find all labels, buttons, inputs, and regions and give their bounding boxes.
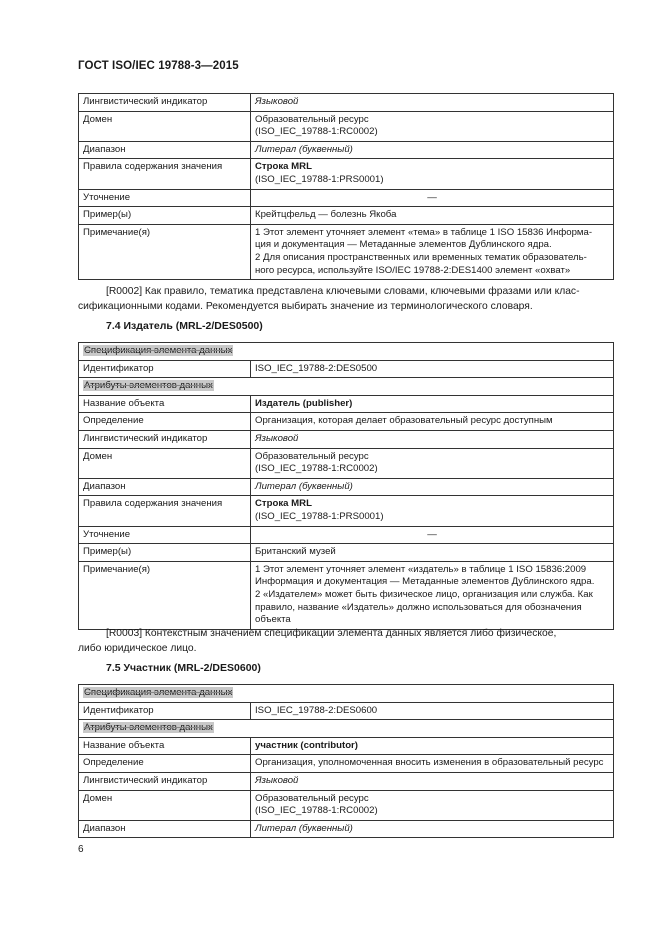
table-row [79, 544, 614, 562]
cell-value-line: (ISO_IEC_19788-1:RC0002) [255, 805, 378, 817]
section-header-cell [79, 720, 614, 738]
paragraph-line: либо юридическое лицо. [78, 643, 197, 654]
row-value [251, 413, 614, 431]
table-row [79, 526, 614, 544]
row-value [251, 448, 614, 478]
row-label: Примечание(я) [79, 224, 251, 279]
table-row [79, 820, 614, 838]
row-label: Примечание(я) [79, 561, 251, 629]
row-value [251, 111, 614, 141]
paragraph-line: сификационными кодами. Рекомендуется выбирать значение из терминологического словаря. [78, 301, 533, 312]
cell-value-line: Организация, которая делает образовательный ресурс доступным [255, 415, 553, 427]
page-number: 6 [78, 844, 84, 855]
table-row [79, 189, 614, 207]
table-subject-continued [78, 93, 614, 280]
cell-value-line: ция и документация — Метаданные элементов Дублинского ядра. [255, 239, 552, 251]
section-header-text: Спецификация элемента данных [84, 345, 233, 356]
row-value [251, 141, 614, 159]
table-row [79, 111, 614, 141]
paragraph-r0003 [78, 626, 614, 656]
row-label: Лингвистический индикатор [79, 772, 251, 790]
cell-value-line: 2 Для описания пространственных или временных тематик образователь- [255, 251, 587, 263]
row-label: Пример(ы) [79, 544, 251, 562]
cell-value-line: (ISO_IEC_19788-1:RC0002) [255, 126, 378, 138]
cell-value-line: Британский музей [255, 546, 336, 558]
cell-value-line: (ISO_IEC_19788-1:RC0002) [255, 463, 378, 475]
table-row [79, 561, 614, 629]
section-header-text: Спецификация элемента данных [84, 687, 233, 698]
cell-value-line: (ISO_IEC_19788-1:PRS0001) [255, 510, 384, 522]
table-row [79, 413, 614, 431]
row-value [251, 544, 614, 562]
row-value: ISO_IEC_19788-2:DES0500 [251, 360, 614, 378]
row-value [251, 561, 614, 629]
row-label: Уточнение [79, 189, 251, 207]
row-value [251, 790, 614, 820]
cell-value-line: Языковой [255, 432, 299, 444]
section-header-row [79, 378, 614, 396]
row-value [251, 755, 614, 773]
row-label: Правила содержания значения [79, 496, 251, 526]
identifier-row [79, 702, 614, 720]
cell-value-line: 2 «Издателем» может быть физическое лицо, организация или служба. Как [255, 588, 593, 600]
row-label: Определение [79, 413, 251, 431]
row-label: Диапазон [79, 820, 251, 838]
cell-value-line: Образовательный ресурс [255, 113, 369, 125]
paragraph-line: [R0002] Как правило, тематика представлена ключевыми словами, ключевыми фразами или клас- [106, 286, 580, 297]
cell-value-line: Образовательный ресурс [255, 450, 369, 462]
row-label: Идентификатор [79, 702, 251, 720]
row-value [251, 430, 614, 448]
table-row [79, 755, 614, 773]
row-label: Лингвистический индикатор [79, 430, 251, 448]
cell-value-line: правило, название «Издатель» должно использоваться для обозначения [255, 601, 582, 613]
table-row [79, 159, 614, 189]
table-row [79, 430, 614, 448]
row-value [251, 820, 614, 838]
row-value [251, 224, 614, 279]
table-row [79, 790, 614, 820]
cell-value-line: 1 Этот элемент уточняет элемент «тема» в таблице 1 ISO 15836 Информа- [255, 226, 593, 238]
table-publisher [78, 342, 614, 630]
section-header-cell [79, 343, 614, 361]
table-row [79, 737, 614, 755]
table-row [79, 772, 614, 790]
row-value [251, 478, 614, 496]
cell-value-line: Организация, уполномоченная вносить изменения в образовательный ресурс [255, 757, 604, 769]
row-value [251, 395, 614, 413]
row-label: Название объекта [79, 737, 251, 755]
cell-value-line: Языковой [255, 774, 299, 786]
table-row [79, 448, 614, 478]
table-row [79, 395, 614, 413]
row-label: Название объекта [79, 395, 251, 413]
row-value [251, 189, 614, 207]
section-heading-7-4: 7.4 Издатель (MRL-2/DES0500) [106, 320, 263, 332]
row-label: Уточнение [79, 526, 251, 544]
row-label: Пример(ы) [79, 207, 251, 225]
section-header-row [79, 685, 614, 703]
cell-value-line: — [427, 191, 437, 203]
cell-value-line: 1 Этот элемент уточняет элемент «издатель» в таблице 1 ISO 15836:2009 [255, 563, 587, 575]
document-header: ГОСТ ISO/IEC 19788-3—2015 [78, 60, 239, 72]
row-value [251, 159, 614, 189]
section-header-text: Атрибуты элементов данных [84, 380, 213, 392]
table-row [79, 224, 614, 279]
table-row [79, 478, 614, 496]
row-label: Идентификатор [79, 360, 251, 378]
cell-value-line: Строка MRL [255, 498, 312, 510]
cell-value-line: Литерал (буквенный) [255, 822, 353, 834]
cell-value-line: Литерал (буквенный) [255, 480, 353, 492]
cell-value-line: Информация и документация — Метаданные элементов Дублинского ядра. [255, 576, 595, 588]
table-row [79, 496, 614, 526]
cell-value-line: (ISO_IEC_19788-1:PRS0001) [255, 173, 384, 185]
identifier-row [79, 360, 614, 378]
section-header-row [79, 720, 614, 738]
row-value [251, 94, 614, 112]
section-header-row [79, 343, 614, 361]
table-row [79, 207, 614, 225]
cell-value-line: Издатель (publisher) [255, 397, 353, 409]
paragraph-r0002 [78, 284, 614, 314]
row-value: ISO_IEC_19788-2:DES0600 [251, 702, 614, 720]
section-header-cell [79, 685, 614, 703]
table-row [79, 141, 614, 159]
cell-value-line: Крейтцфельд — болезнь Якоба [255, 209, 397, 221]
cell-value-line: участник (contributor) [255, 739, 358, 751]
cell-value-line: Образовательный ресурс [255, 792, 369, 804]
table-row [79, 94, 614, 112]
section-header-text: Атрибуты элементов данных [84, 722, 213, 734]
row-label: Диапазон [79, 141, 251, 159]
section-header-cell [79, 378, 614, 396]
row-label: Домен [79, 448, 251, 478]
row-value [251, 526, 614, 544]
cell-value-line: ного ресурса, используйте ISO/IEC 19788-2:DES1400 элемент «охват» [255, 264, 571, 276]
row-label: Правила содержания значения [79, 159, 251, 189]
row-value [251, 772, 614, 790]
cell-value-line: Строка MRL [255, 161, 312, 173]
cell-value-line: Языковой [255, 96, 299, 107]
section-heading-7-5: 7.5 Участник (MRL-2/DES0600) [106, 662, 261, 674]
row-value [251, 737, 614, 755]
table-contributor [78, 684, 614, 838]
row-label: Домен [79, 111, 251, 141]
row-label: Лингвистический индикатор [79, 94, 251, 112]
row-value [251, 496, 614, 526]
paragraph-line: [R0003] Контекстным значением спецификации элемента данных является либо физическое, [106, 628, 557, 639]
row-label: Определение [79, 755, 251, 773]
cell-value-line: объекта [255, 614, 291, 626]
row-label: Диапазон [79, 478, 251, 496]
row-label: Домен [79, 790, 251, 820]
cell-value-line: Литерал (буквенный) [255, 143, 353, 155]
cell-value-line: — [427, 528, 437, 540]
row-value [251, 207, 614, 225]
